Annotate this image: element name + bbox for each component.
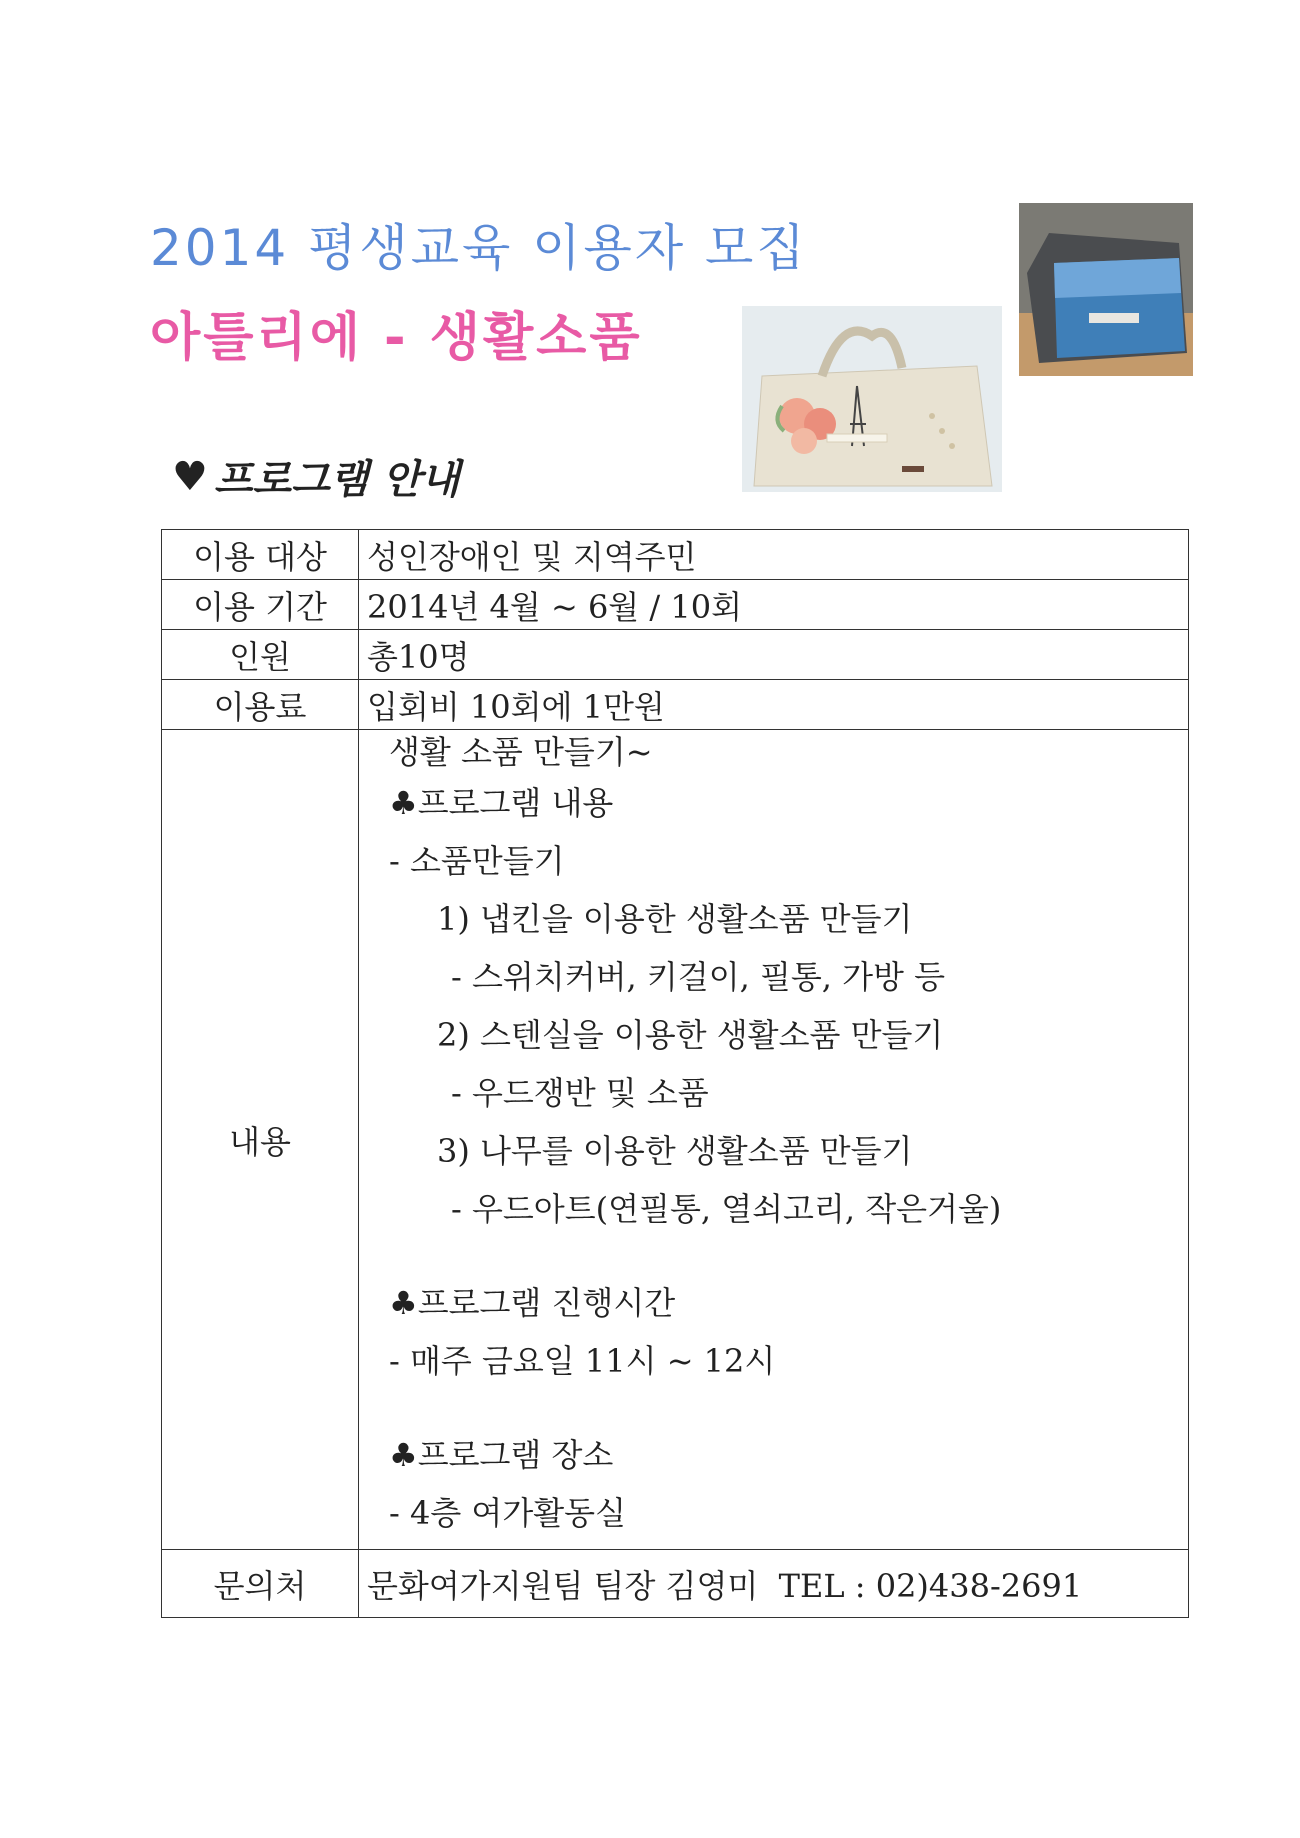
item-1-sub: - 스위치커버, 키걸이, 필통, 가방 등: [451, 958, 946, 996]
table-row: [162, 680, 1189, 730]
place-heading-text: 프로그램 장소: [417, 1436, 614, 1474]
table-row-contact: [162, 1550, 1189, 1618]
row-value: 성인장애인 및 지역주민: [359, 530, 1189, 580]
tote-bag-photo: [742, 306, 1002, 492]
table-row-content: [162, 730, 1189, 1550]
content-intro: 생활 소품 만들기~: [389, 733, 653, 771]
table-row: [162, 630, 1189, 680]
item-3-sub: - 우드아트(연필통, 열쇠고리, 작은거울): [451, 1190, 1002, 1228]
club-icon: ♣: [389, 1284, 418, 1322]
program-heading-text: 프로그램 내용: [417, 784, 614, 822]
place-heading: [389, 1426, 1180, 1484]
wooden-box-photo: [1019, 203, 1193, 376]
row-label: 인원: [162, 630, 359, 680]
program-heading: [389, 774, 1180, 832]
contact-value: 문화여가지원팀 팀장 김영미 TEL : 02)438-2691: [359, 1550, 1189, 1618]
item-2: 2) 스텐실을 이용한 생활소품 만들기: [437, 1016, 944, 1054]
club-icon: ♣: [389, 1436, 418, 1474]
section-heading: [172, 448, 460, 505]
table-row: [162, 530, 1189, 580]
table-row: [162, 580, 1189, 630]
section-heading-text: 프로그램 안내: [213, 457, 460, 503]
item-2-sub: - 우드쟁반 및 소품: [451, 1074, 709, 1112]
time-heading-text: 프로그램 진행시간: [417, 1284, 676, 1322]
time-value: - 매주 금요일 11시 ~ 12시: [389, 1342, 776, 1380]
row-label: 이용료: [162, 680, 359, 730]
item-1: 1) 냅킨을 이용한 생활소품 만들기: [437, 900, 913, 938]
document-subtitle: 아틀리에 - 생활소품: [150, 308, 643, 368]
contact-label: 문의처: [162, 1550, 359, 1618]
content-label: 내용: [162, 730, 359, 1550]
program-info-table: [161, 529, 1189, 1618]
row-label: 이용 대상: [162, 530, 359, 580]
row-value: 입회비 10회에 1만원: [359, 680, 1189, 730]
club-icon: ♣: [389, 784, 418, 822]
place-value: - 4층 여가활동실: [389, 1494, 626, 1532]
content-details: [359, 730, 1189, 1550]
item-title: - 소품만들기: [389, 842, 565, 880]
time-heading: [389, 1274, 1180, 1332]
row-value: 2014년 4월 ~ 6월 / 10회: [359, 580, 1189, 630]
heart-icon: ♥: [172, 453, 208, 500]
row-label: 이용 기간: [162, 580, 359, 630]
item-3: 3) 나무를 이용한 생활소품 만들기: [437, 1132, 913, 1170]
document-title: 2014 평생교육 이용자 모집: [150, 219, 808, 277]
row-value: 총10명: [359, 630, 1189, 680]
